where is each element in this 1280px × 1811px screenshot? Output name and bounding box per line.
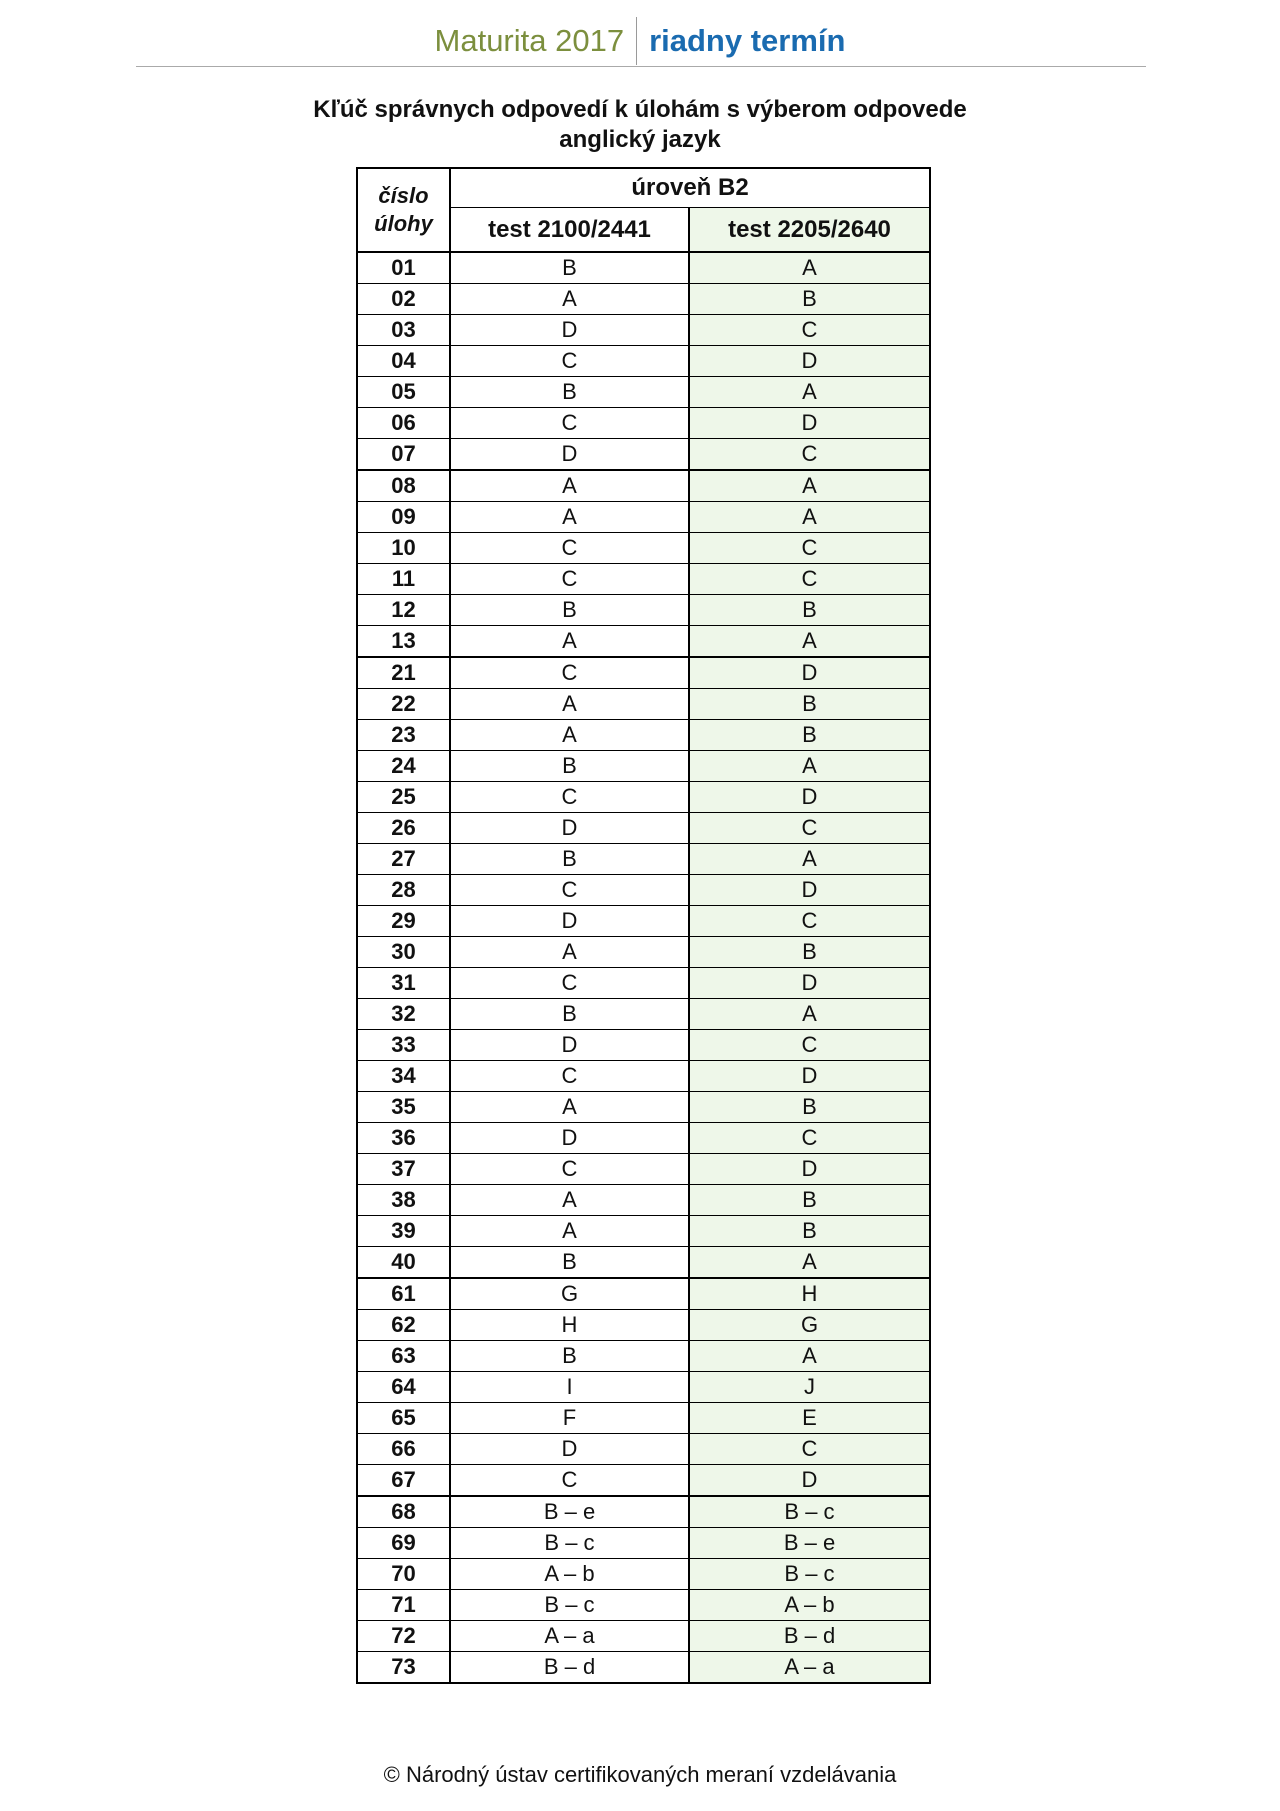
table-row [357, 1154, 930, 1185]
answer-test2: J [689, 1372, 930, 1403]
table-row [357, 844, 930, 875]
answer-test1: B [450, 1341, 689, 1372]
answer-test1: A [450, 720, 689, 751]
task-number: 39 [357, 1216, 450, 1247]
table-row [357, 377, 930, 408]
task-number: 07 [357, 439, 450, 471]
table-row [357, 346, 930, 377]
task-number: 24 [357, 751, 450, 782]
task-number: 71 [357, 1590, 450, 1621]
table-row [357, 1496, 930, 1528]
task-number: 23 [357, 720, 450, 751]
answer-test2: A – a [689, 1652, 930, 1684]
answer-test1: D [450, 439, 689, 471]
task-number: 01 [357, 252, 450, 284]
answer-test2: C [689, 1123, 930, 1154]
answer-test1: D [450, 1434, 689, 1465]
document-subtitle: anglický jazyk [559, 126, 721, 153]
answer-test2: A [689, 999, 930, 1030]
task-number: 21 [357, 657, 450, 689]
answer-test1: C [450, 564, 689, 595]
column-header-level: úroveň B2 [450, 168, 930, 208]
answer-test1: D [450, 1123, 689, 1154]
table-row [357, 1528, 930, 1559]
answer-test2: B [689, 1092, 930, 1123]
answer-test1: B – c [450, 1590, 689, 1621]
task-number: 67 [357, 1465, 450, 1497]
answer-test2: B – c [689, 1496, 930, 1528]
answer-test2: B [689, 720, 930, 751]
answer-test1: A [450, 689, 689, 720]
task-number: 36 [357, 1123, 450, 1154]
answer-test2: B – e [689, 1528, 930, 1559]
table-row [357, 1123, 930, 1154]
table-row [357, 782, 930, 813]
table-row [357, 1403, 930, 1434]
table-row [357, 439, 930, 471]
task-number: 04 [357, 346, 450, 377]
answer-test2: A [689, 1341, 930, 1372]
answer-test2: B [689, 1185, 930, 1216]
task-number: 28 [357, 875, 450, 906]
table-row [357, 564, 930, 595]
task-number: 11 [357, 564, 450, 595]
table-row [357, 1061, 930, 1092]
table-row [357, 502, 930, 533]
task-number: 02 [357, 284, 450, 315]
task-number: 22 [357, 689, 450, 720]
task-number: 37 [357, 1154, 450, 1185]
task-number: 66 [357, 1434, 450, 1465]
exam-year: Maturita 2017 [434, 23, 625, 58]
task-number: 40 [357, 1247, 450, 1279]
table-row [357, 1652, 930, 1684]
task-number: 73 [357, 1652, 450, 1684]
table-row [357, 1559, 930, 1590]
answer-test2: D [689, 657, 930, 689]
exam-term: riadny termín [649, 23, 846, 58]
answer-test1: I [450, 1372, 689, 1403]
header-rule [136, 66, 1146, 67]
answer-test1: B [450, 377, 689, 408]
answer-test1: C [450, 968, 689, 999]
answer-test2: D [689, 1465, 930, 1497]
task-number: 38 [357, 1185, 450, 1216]
answer-test2: C [689, 315, 930, 346]
table-row [357, 1216, 930, 1247]
table-row [357, 1247, 930, 1279]
answer-test1: D [450, 1030, 689, 1061]
answer-test1: B – e [450, 1496, 689, 1528]
answer-test1: A [450, 1185, 689, 1216]
answer-test2: D [689, 875, 930, 906]
answer-test1: C [450, 875, 689, 906]
answer-test2: D [689, 1154, 930, 1185]
answer-test1: C [450, 1061, 689, 1092]
table-row [357, 1465, 930, 1497]
task-number: 29 [357, 906, 450, 937]
task-number: 69 [357, 1528, 450, 1559]
task-number: 68 [357, 1496, 450, 1528]
answer-test2: D [689, 1061, 930, 1092]
answer-test1: C [450, 1465, 689, 1497]
answer-test1: A [450, 470, 689, 502]
answer-test2: C [689, 1030, 930, 1061]
table-row [357, 720, 930, 751]
answer-test2: B [689, 1216, 930, 1247]
answer-test2: B – d [689, 1621, 930, 1652]
task-number: 12 [357, 595, 450, 626]
table-row [357, 689, 930, 720]
column-header-test2: test 2205/2640 [689, 208, 930, 252]
task-number: 10 [357, 533, 450, 564]
table-row [357, 1185, 930, 1216]
table-row [357, 937, 930, 968]
answer-test1: C [450, 346, 689, 377]
task-number: 03 [357, 315, 450, 346]
table-row [357, 1310, 930, 1341]
answer-test2: B [689, 689, 930, 720]
task-number: 64 [357, 1372, 450, 1403]
table-row [357, 875, 930, 906]
column-header-test1: test 2100/2441 [450, 208, 689, 252]
task-number: 33 [357, 1030, 450, 1061]
answer-test2: E [689, 1403, 930, 1434]
answer-test1: D [450, 906, 689, 937]
task-number: 27 [357, 844, 450, 875]
answer-test2: C [689, 1434, 930, 1465]
answer-test1: C [450, 657, 689, 689]
answer-test2: C [689, 439, 930, 471]
task-number: 72 [357, 1621, 450, 1652]
answer-test1: C [450, 533, 689, 564]
table-row [357, 1092, 930, 1123]
answer-test1: A – b [450, 1559, 689, 1590]
task-number: 08 [357, 470, 450, 502]
table-row [357, 1278, 930, 1310]
answer-test2: C [689, 813, 930, 844]
answer-test1: D [450, 315, 689, 346]
answer-key-table [356, 167, 931, 1684]
table-row [357, 1621, 930, 1652]
task-number: 05 [357, 377, 450, 408]
answer-test1: G [450, 1278, 689, 1310]
table-row [357, 657, 930, 689]
answer-test1: C [450, 1154, 689, 1185]
task-number: 25 [357, 782, 450, 813]
table-row [357, 470, 930, 502]
answer-test2: A [689, 252, 930, 284]
table-row [357, 1341, 930, 1372]
table-row [357, 315, 930, 346]
task-number: 61 [357, 1278, 450, 1310]
answer-test1: A [450, 502, 689, 533]
page-header [0, 18, 1280, 64]
task-number: 70 [357, 1559, 450, 1590]
answer-test2: B [689, 284, 930, 315]
answer-test2: H [689, 1278, 930, 1310]
table-row [357, 595, 930, 626]
answer-test1: F [450, 1403, 689, 1434]
answer-test2: A [689, 1247, 930, 1279]
table-row [357, 533, 930, 564]
answer-test2: C [689, 533, 930, 564]
task-number: 13 [357, 626, 450, 658]
answer-test1: A [450, 284, 689, 315]
table-row [357, 1434, 930, 1465]
answer-test1: A [450, 626, 689, 658]
answer-test1: A [450, 1092, 689, 1123]
answer-test2: C [689, 564, 930, 595]
answer-test2: D [689, 968, 930, 999]
answer-test1: A [450, 937, 689, 968]
table-row [357, 906, 930, 937]
table-row [357, 284, 930, 315]
table-row [357, 968, 930, 999]
task-number: 30 [357, 937, 450, 968]
answer-test1: D [450, 813, 689, 844]
answer-test2: A [689, 377, 930, 408]
answer-test1: B [450, 1247, 689, 1279]
answer-test1: B [450, 999, 689, 1030]
answer-test1: H [450, 1310, 689, 1341]
answer-test1: B – d [450, 1652, 689, 1684]
task-number: 65 [357, 1403, 450, 1434]
task-number: 26 [357, 813, 450, 844]
answer-test2: B [689, 937, 930, 968]
column-header-number: číslo úlohy [357, 168, 450, 252]
answer-test1: B – c [450, 1528, 689, 1559]
table-row [357, 813, 930, 844]
answer-test2: D [689, 408, 930, 439]
answer-test2: A [689, 844, 930, 875]
table-row [357, 626, 930, 658]
table-row [357, 252, 930, 284]
table-row [357, 999, 930, 1030]
task-number: 09 [357, 502, 450, 533]
answer-test2: A – b [689, 1590, 930, 1621]
task-number: 35 [357, 1092, 450, 1123]
answer-test2: A [689, 751, 930, 782]
answer-test2: D [689, 782, 930, 813]
answer-test1: B [450, 252, 689, 284]
answer-test1: A [450, 1216, 689, 1247]
answer-test2: A [689, 470, 930, 502]
answer-test2: B – c [689, 1559, 930, 1590]
answer-test1: B [450, 751, 689, 782]
task-number: 63 [357, 1341, 450, 1372]
answer-test2: C [689, 906, 930, 937]
table-row [357, 751, 930, 782]
answer-test2: A [689, 502, 930, 533]
task-number: 62 [357, 1310, 450, 1341]
document-title: Kľúč správnych odpovedí k úlohám s výberom odpovede [313, 96, 967, 123]
table-row [357, 408, 930, 439]
task-number: 32 [357, 999, 450, 1030]
table-row [357, 1372, 930, 1403]
answer-test2: A [689, 626, 930, 658]
answer-test1: C [450, 782, 689, 813]
table-row [357, 1030, 930, 1061]
answer-test1: C [450, 408, 689, 439]
task-number: 31 [357, 968, 450, 999]
task-number: 34 [357, 1061, 450, 1092]
task-number: 06 [357, 408, 450, 439]
answer-test2: D [689, 346, 930, 377]
answer-test1: B [450, 844, 689, 875]
copyright-footer: © Národný ústav certifikovaných meraní vzdelávania [383, 1762, 897, 1787]
answer-test2: G [689, 1310, 930, 1341]
answer-rows [357, 252, 930, 1683]
answer-test1: B [450, 595, 689, 626]
table-row [357, 1590, 930, 1621]
answer-test2: B [689, 595, 930, 626]
answer-test1: A – a [450, 1621, 689, 1652]
